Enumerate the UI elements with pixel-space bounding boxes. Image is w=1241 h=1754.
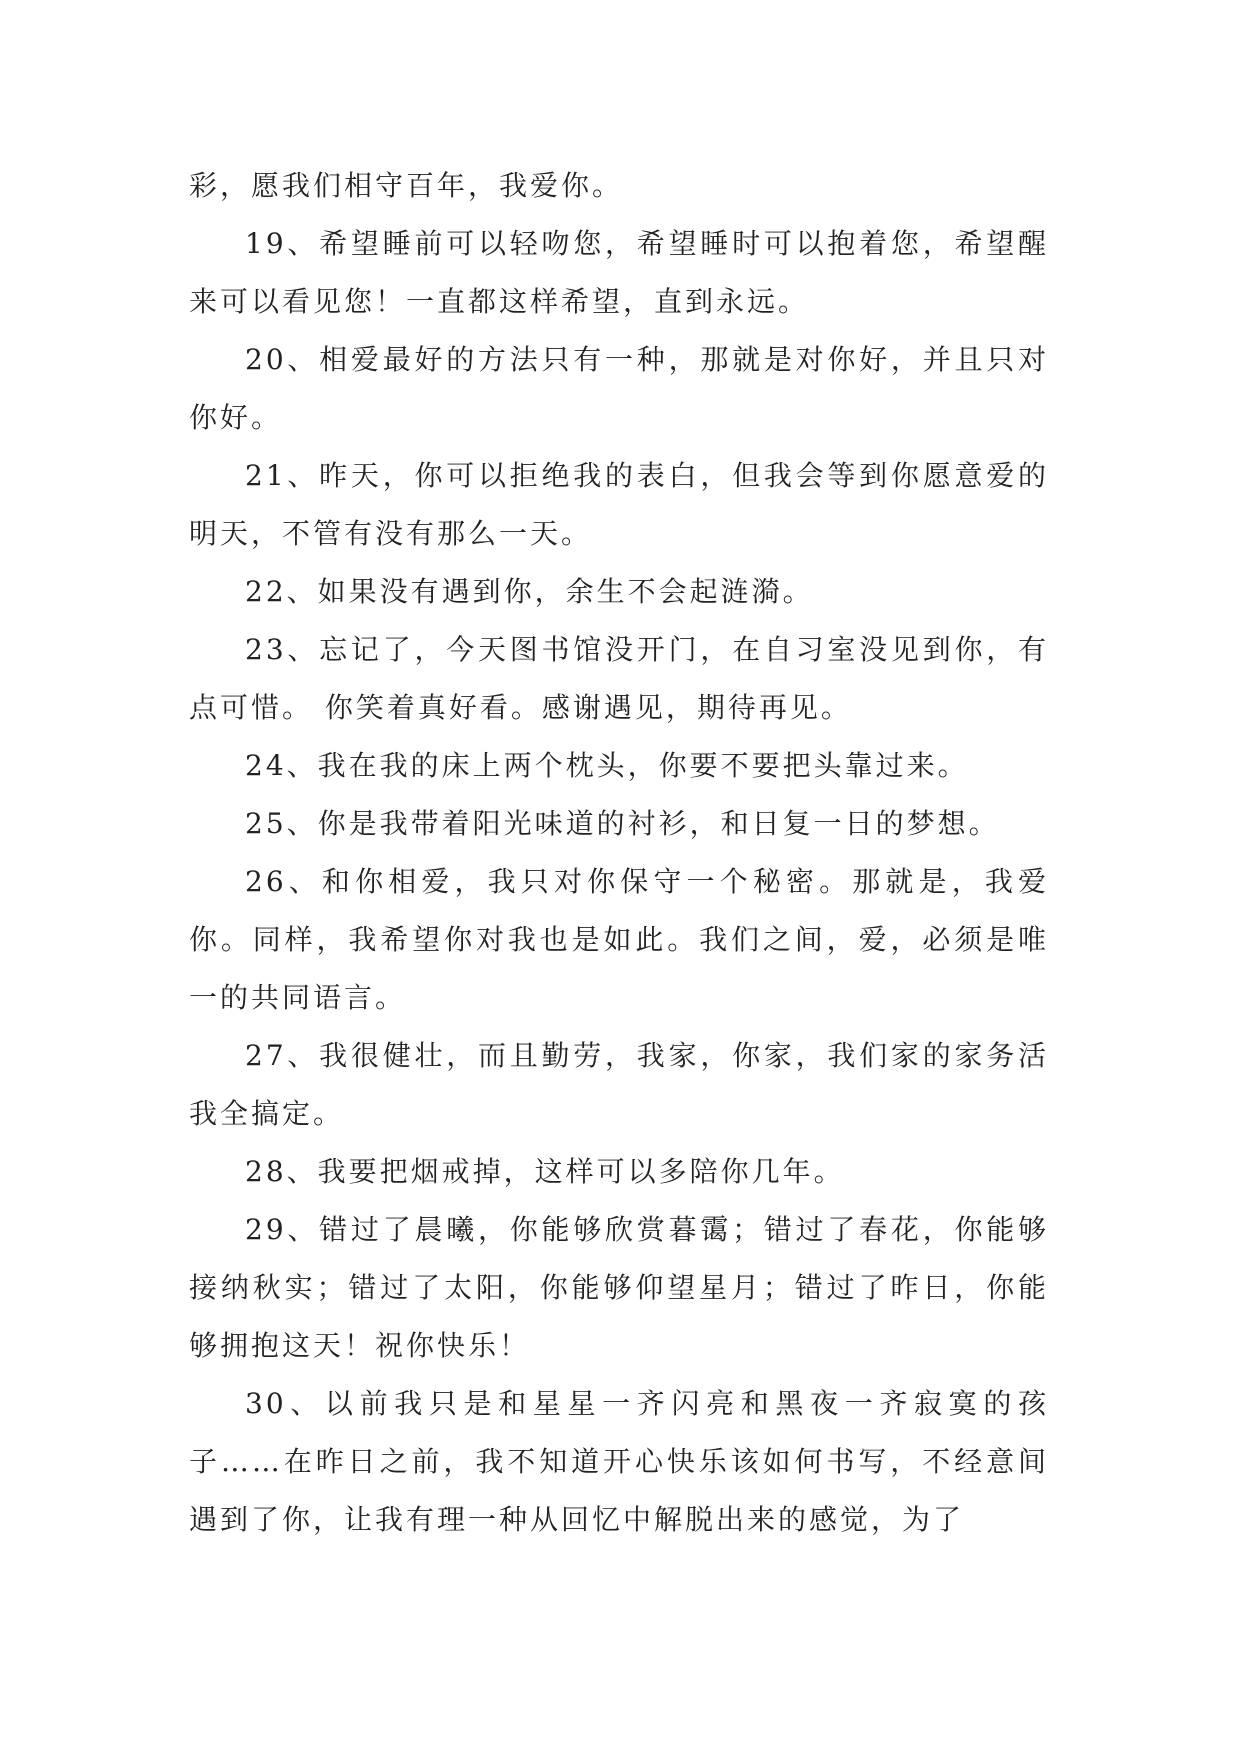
paragraph-19: 19、希望睡前可以轻吻您，希望睡时可以抱着您，希望醒来可以看见您！一直都这样希望，直到永远。 xyxy=(189,227,1049,318)
document-body xyxy=(189,157,1049,1549)
paragraph-25: 25、你是我带着阳光味道的衬衫，和日复一日的梦想。 xyxy=(245,807,1000,840)
paragraph-23: 23、忘记了，今天图书馆没开门，在自习室没见到你，有点可惜。 你笑着真好看。感谢遇见，期待再见。 xyxy=(189,633,1049,724)
paragraph-27: 27、我很健壮，而且勤劳，我家，你家，我们家的家务活我全搞定。 xyxy=(189,1039,1049,1130)
paragraph-24: 24、我在我的床上两个枕头，你要不要把头靠过来。 xyxy=(245,749,969,782)
paragraph-20: 20、相爱最好的方法只有一种，那就是对你好，并且只对你好。 xyxy=(189,343,1049,434)
paragraph-continued: 彩，愿我们相守百年，我爱你。 xyxy=(189,169,624,202)
paragraph-21: 21、昨天，你可以拒绝我的表白，但我会等到你愿意爱的明天，不管有没有那么一天。 xyxy=(189,459,1049,550)
paragraph-29: 29、错过了晨曦，你能够欣赏暮霭；错过了春花，你能够接纳秋实；错过了太阳，你能够仰望星月；错过了昨日，你能够拥抱这天！祝你快乐！ xyxy=(189,1213,1049,1362)
paragraph-28: 28、我要把烟戒掉，这样可以多陪你几年。 xyxy=(245,1155,845,1188)
paragraph-22: 22、如果没有遇到你，余生不会起涟漪。 xyxy=(245,575,814,608)
paragraph-26: 26、和你相爱，我只对你保守一个秘密。那就是，我爱你。同样，我希望你对我也是如此。我们之间，爱，必须是唯一的共同语言。 xyxy=(189,865,1049,1014)
paragraph-30: 30、以前我只是和星星一齐闪亮和黑夜一齐寂寞的孩子……在昨日之前，我不知道开心快乐该如何书写，不经意间遇到了你，让我有理一种从回忆中解脱出来的感觉，为了 xyxy=(189,1387,1049,1536)
